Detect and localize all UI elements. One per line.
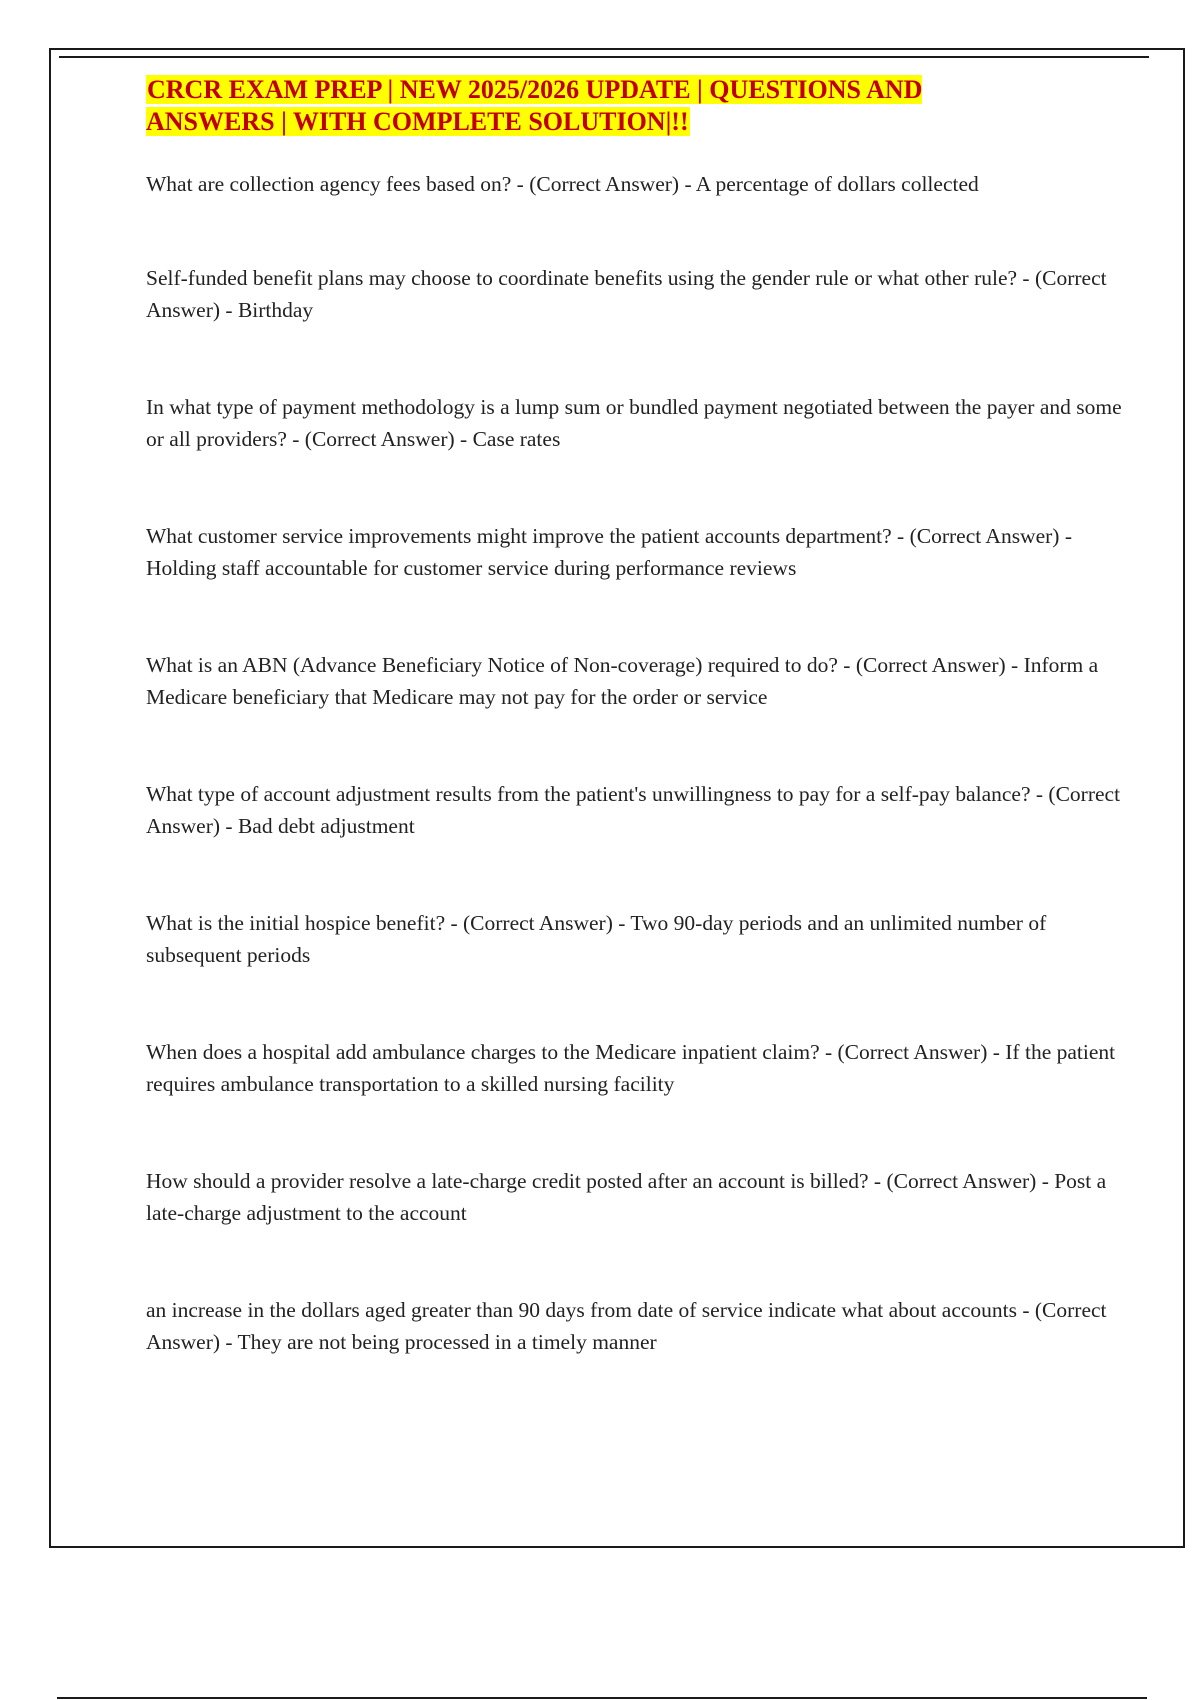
bottom-rule: [57, 1697, 1147, 1699]
document-title-text: CRCR EXAM PREP | NEW 2025/2026 UPDATE | QUESTIONS AND ANSWERS | WITH COMPLETE SOLUTION|!!: [146, 75, 923, 136]
document-content: [146, 74, 1136, 1423]
qa-item: What is the initial hospice benefit? - (Correct Answer) - Two 90-day periods and an unlimited number of subsequent periods: [146, 911, 1047, 967]
qa-list: [146, 168, 1136, 1358]
qa-item: In what type of payment methodology is a lump sum or bundled payment negotiated between the payer and some or all providers? - (Correct Answer) - Case rates: [146, 395, 1122, 451]
qa-item: an increase in the dollars aged greater than 90 days from date of service indicate what about accounts - (Correct Answer) - They are not being processed in a timely manner: [146, 1298, 1107, 1354]
qa-item: What type of account adjustment results from the patient's unwillingness to pay for a self-pay balance? - (Correct Answer) - Bad debt adjustment: [146, 782, 1121, 838]
qa-item: Self-funded benefit plans may choose to coordinate benefits using the gender rule or what other rule? - (Correct Answer) - Birthday: [146, 266, 1107, 322]
qa-item: What are collection agency fees based on? - (Correct Answer) - A percentage of dollars collected: [146, 172, 979, 196]
qa-item: When does a hospital add ambulance charges to the Medicare inpatient claim? - (Correct Answer) - If the patient requires ambulance transportation to a skilled nursing facility: [146, 1040, 1116, 1096]
qa-item: What is an ABN (Advance Beneficiary Notice of Non-coverage) required to do? - (Correct Answer) - Inform a Medicare beneficiary that Medicare may not pay for the order or service: [146, 653, 1099, 709]
page-frame: [49, 48, 1185, 1548]
qa-item: What customer service improvements might improve the patient accounts department? - (Correct Answer) - Holding staff accountable for customer service during performance reviews: [146, 524, 1072, 580]
top-rule: [59, 56, 1149, 58]
document-title: [146, 74, 1006, 138]
qa-item: How should a provider resolve a late-charge credit posted after an account is billed? - (Correct Answer) - Post a late-charge adjustment to the account: [146, 1169, 1107, 1225]
